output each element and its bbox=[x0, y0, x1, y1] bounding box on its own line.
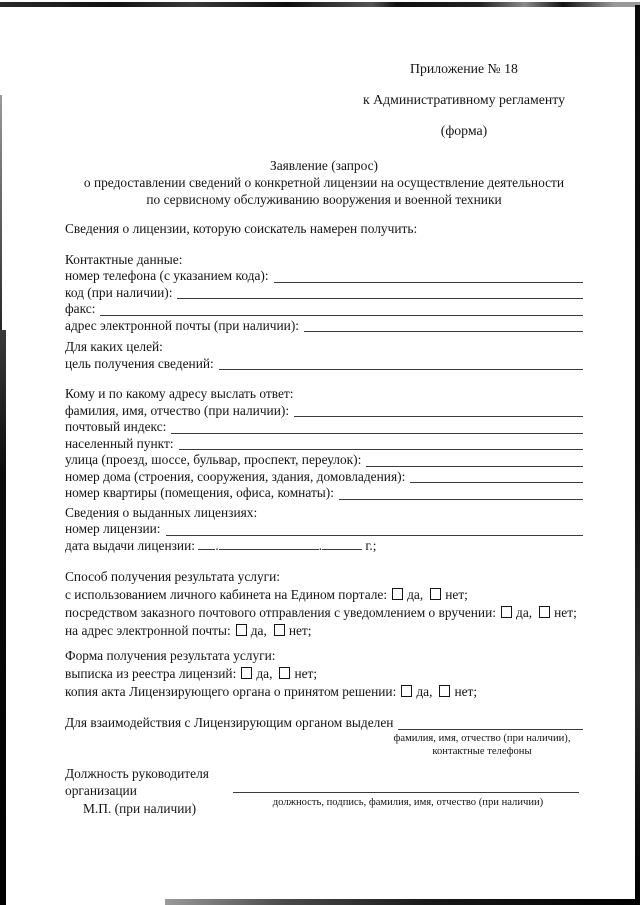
form-field-row bbox=[65, 403, 583, 420]
liaison-caption bbox=[377, 732, 587, 759]
field-label: фамилия, имя, отчество (при наличии): bbox=[65, 402, 290, 418]
title-line-2: о предоставлении сведений о конкретной лицензии на осуществление деятельности bbox=[83, 174, 565, 190]
no-label: нет; bbox=[294, 666, 318, 682]
yes-label: да, bbox=[407, 587, 424, 603]
appendix-reference: к Административному регламенту bbox=[362, 92, 565, 107]
blank-date-year[interactable] bbox=[322, 547, 362, 550]
checkbox-mail-no[interactable] bbox=[539, 606, 550, 618]
blank-line-postcode[interactable] bbox=[171, 431, 583, 434]
checkbox-extract-no[interactable] bbox=[279, 667, 290, 679]
blank-date-month[interactable] bbox=[219, 547, 319, 550]
signature-spacer bbox=[233, 765, 583, 783]
section-heading: Кому и по какому адресу выслать ответ: bbox=[65, 386, 294, 402]
scan-edge-right bbox=[635, 5, 640, 905]
section-heading: Для каких целей: bbox=[65, 339, 163, 355]
blank-line-signature[interactable] bbox=[233, 783, 579, 793]
field-label: номер дома (строения, сооружения, здания, домовладения): bbox=[65, 468, 406, 484]
blank-line-purpose[interactable] bbox=[219, 367, 583, 370]
document-page bbox=[65, 53, 583, 817]
head-position-line-2: организации bbox=[65, 783, 137, 799]
form-field-row bbox=[65, 436, 583, 453]
blank-line-fax[interactable] bbox=[100, 313, 583, 316]
date-suffix: г.; bbox=[365, 537, 377, 553]
field-label: адрес электронной почты (при наличии): bbox=[65, 317, 300, 333]
signature-block bbox=[65, 765, 583, 818]
no-label: нет; bbox=[445, 587, 468, 603]
blank-line-code[interactable] bbox=[177, 296, 583, 299]
section-contact bbox=[65, 252, 583, 335]
appendix-form-note: (форма) bbox=[440, 123, 488, 138]
scan-edge-bottom bbox=[165, 899, 640, 905]
form-field-row bbox=[65, 521, 583, 538]
checkbox-portal-no[interactable] bbox=[430, 588, 441, 600]
scan-edge-left bbox=[0, 330, 6, 905]
date-dot: . bbox=[215, 537, 219, 553]
field-label: улица (проезд, шоссе, бульвар, проспект, переулок): bbox=[65, 452, 362, 468]
section-heading: Форма получения результата услуги: bbox=[65, 648, 276, 664]
section-issued-licenses bbox=[65, 505, 583, 555]
checkbox-act-copy-yes[interactable] bbox=[401, 685, 412, 697]
field-label: номер квартиры (помещения, офиса, комнаты): bbox=[65, 485, 334, 501]
stamp-note: М.П. (при наличии) bbox=[83, 800, 197, 816]
form-field-row bbox=[65, 318, 583, 335]
option-label: с использованием личного кабинета на Едином портале: bbox=[65, 587, 388, 603]
field-label: номер телефона (с указанием кода): bbox=[65, 268, 269, 284]
option-label: на адрес электронной почты: bbox=[65, 623, 231, 639]
blank-line-apartment[interactable] bbox=[339, 497, 583, 500]
form-field-row bbox=[65, 301, 583, 318]
field-label: Для взаимодействия с Лицензирующим органом выделен bbox=[65, 715, 394, 731]
license-date-row bbox=[65, 538, 583, 555]
section-reply-address bbox=[65, 386, 583, 502]
field-label: факс: bbox=[65, 301, 96, 317]
checkbox-act-copy-no[interactable] bbox=[439, 685, 450, 697]
form-field-row bbox=[65, 452, 583, 469]
blank-line-street[interactable] bbox=[366, 464, 583, 467]
appendix-header bbox=[351, 53, 577, 146]
blank-line-liaison[interactable] bbox=[398, 727, 583, 730]
field-label: цель получения сведений: bbox=[65, 355, 214, 371]
field-label: код (при наличии): bbox=[65, 284, 173, 300]
field-label: населенный пункт: bbox=[65, 435, 174, 451]
field-label: номер лицензии: bbox=[65, 521, 161, 537]
liaison-caption-line-2: контактные телефоны bbox=[432, 746, 532, 758]
blank-line-house[interactable] bbox=[410, 480, 583, 483]
blank-date-day[interactable] bbox=[198, 547, 215, 550]
option-row bbox=[65, 665, 583, 683]
checkbox-mail-yes[interactable] bbox=[501, 606, 512, 618]
checkbox-portal-yes[interactable] bbox=[392, 588, 403, 600]
option-row bbox=[65, 622, 583, 640]
section-liaison bbox=[65, 715, 583, 759]
checkbox-extract-yes[interactable] bbox=[241, 667, 252, 679]
form-field-row bbox=[65, 285, 583, 302]
no-label: нет; bbox=[454, 684, 478, 700]
no-label: нет; bbox=[554, 605, 577, 621]
option-row bbox=[65, 586, 583, 604]
scan-edge-left-thin bbox=[0, 95, 2, 335]
yes-label: да, bbox=[256, 666, 273, 682]
form-field-row bbox=[65, 419, 583, 436]
signature-right-column bbox=[233, 765, 583, 818]
section-result-form bbox=[65, 647, 583, 701]
signature-caption: должность, подпись, фамилия, имя, отчество (при наличии) bbox=[272, 796, 544, 808]
field-label: дата выдачи лицензии: bbox=[65, 537, 195, 553]
section-result-method bbox=[65, 568, 583, 640]
yes-label: да, bbox=[250, 623, 267, 639]
section-heading: Сведения о выданных лицензиях: bbox=[65, 504, 258, 520]
yes-label: да, bbox=[416, 684, 433, 700]
form-field-row bbox=[65, 485, 583, 502]
blank-line-locality[interactable] bbox=[179, 447, 583, 450]
option-label: выписка из реестра лицензий: bbox=[65, 666, 237, 682]
date-dot: . bbox=[318, 537, 323, 553]
form-field-row bbox=[65, 469, 583, 486]
form-field-row bbox=[65, 356, 583, 373]
checkbox-email-no[interactable] bbox=[274, 624, 285, 636]
form-field-row bbox=[65, 715, 583, 732]
appendix-number: Приложение № 18 bbox=[410, 61, 518, 76]
form-field-row bbox=[65, 268, 583, 285]
blank-line-email[interactable] bbox=[304, 329, 583, 332]
scan-edge-top bbox=[0, 2, 640, 7]
option-row bbox=[65, 683, 583, 701]
no-label: нет; bbox=[288, 623, 312, 639]
option-row bbox=[65, 604, 583, 622]
blank-line-license-number[interactable] bbox=[166, 533, 583, 536]
option-label: копия акта Лицензирующего органа о принятом решении: bbox=[65, 684, 397, 700]
blank-line-phone[interactable] bbox=[274, 280, 583, 283]
head-position-line-1: Должность руководителя bbox=[65, 765, 209, 781]
title-line-1: Заявление (запрос) bbox=[269, 158, 378, 173]
signature-left-column bbox=[65, 765, 233, 818]
section-heading: Способ получения результата услуги: bbox=[65, 569, 281, 585]
liaison-caption-line-1: фамилия, имя, отчество (при наличии), bbox=[393, 732, 571, 744]
yes-label: да, bbox=[516, 605, 533, 621]
blank-line-fio[interactable] bbox=[294, 414, 583, 417]
field-label: почтовый индекс: bbox=[65, 419, 167, 435]
checkbox-email-yes[interactable] bbox=[236, 624, 247, 636]
section-heading: Контактные данные: bbox=[65, 251, 183, 267]
section-purpose bbox=[65, 339, 583, 372]
document-title bbox=[65, 158, 583, 208]
intro-line: Сведения о лицензии, которую соискатель намерен получить: bbox=[65, 221, 418, 237]
option-label: посредством заказного почтового отправления с уведомлением о вручении: bbox=[65, 605, 496, 621]
title-line-3: по сервисному обслуживанию вооружения и военной техники bbox=[146, 191, 502, 207]
